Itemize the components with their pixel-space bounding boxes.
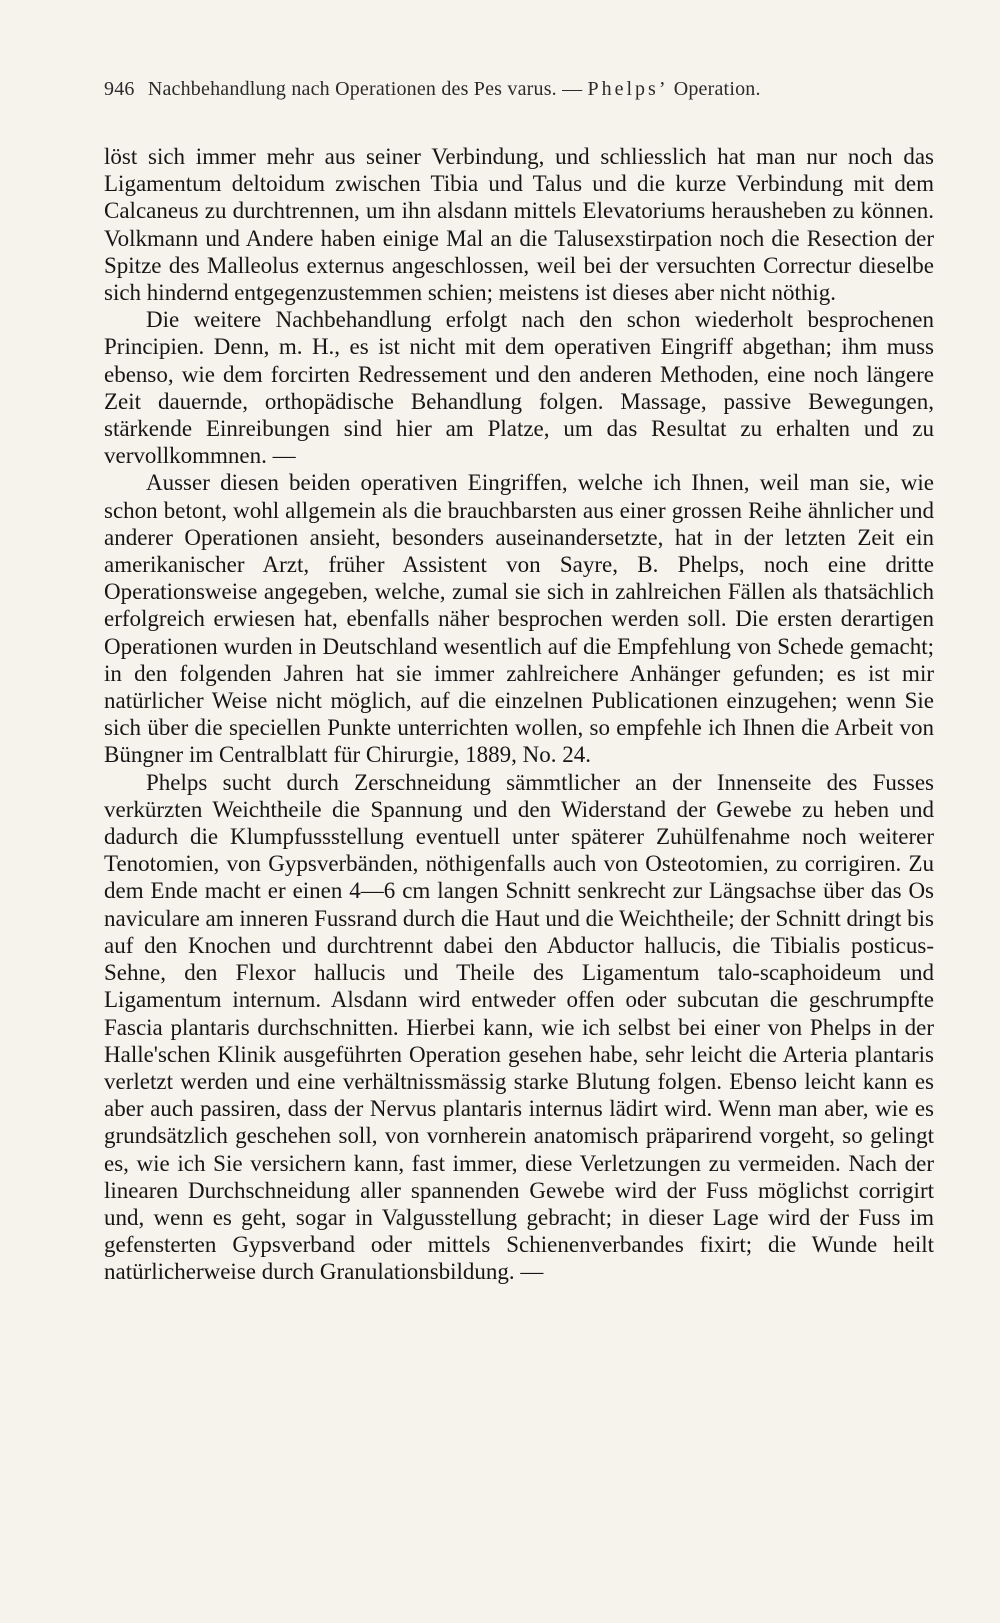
page-number: 946: [104, 78, 135, 100]
paragraph-4: Phelps sucht durch Zerschneidung sämmtlicher an der Innenseite des Fusses verkürzten Weichtheile die Spannung und den Widerstand der Gewebe zu heben und dadurch die Klumpfussstellung eventuell unter späterer Zuhülfenahme noch weiterer Tenotomien, von Gypsverbänden, nöthigenfalls auch von Osteotomien, zu corrigiren. Zu dem Ende macht er einen 4—6 cm langen Schnitt senkrecht zur Längsachse über das Os naviculare am inneren Fussrand durch die Haut und die Weichtheile; der Schnitt dringt bis auf den Knochen und durchtrennt dabei den Abductor hallucis, die Tibialis posticus-Sehne, den Flexor hallucis und Theile des Ligamentum talo-scaphoideum und Ligamentum internum. Alsdann wird entweder offen oder subcutan die geschrumpfte Fascia plantaris durchschnitten. Hierbei kann, wie ich selbst bei einer von Phelps in der Halle'schen Klinik ausgeführten Operation gesehen habe, sehr leicht die Arteria plantaris verletzt werden und eine verhältnissmässig starke Blutung folgen. Ebenso leicht kann es aber auch passiren, dass der Nervus plantaris internus lädirt wird. Wenn man aber, wie es grundsätzlich geschehen soll, von vornherein anatomisch präparirend vorgeht, so gelingt es, wie ich Sie versichern kann, fast immer, diese Verletzungen zu vermeiden. Nach der linearen Durchschneidung aller spannenden Gewebe wird der Fuss möglichst corrigirt und, wenn es geht, sogar in Valgusstellung gebracht; in dieser Lage wird der Fuss im gefensterten Gypsverband oder mittels Schienenverbandes fixirt; die Wunde heilt natürlicherweise durch Granulationsbildung. —: [104, 769, 934, 1285]
header-title-right: Operation.: [673, 78, 761, 100]
running-header: [104, 78, 934, 101]
paragraph-1: löst sich immer mehr aus seiner Verbindung, und schliesslich hat man nur noch das Ligamentum deltoidum zwischen Tibia und Talus und die kurze Verbindung mit dem Calcaneus zu durchtrennen, um ihn alsdann mittels Elevatoriums herausheben zu können. Volkmann und Andere haben einige Mal an die Talusexstirpation noch die Resection der Spitze des Malleolus externus angeschlossen, weil bei der versuchten Correctur dieselbe sich hindernd entgegenzustemmen schien; meistens ist dieses aber nicht nöthig.: [104, 144, 934, 306]
paragraph-2: Die weitere Nachbehandlung erfolgt nach den schon wiederholt besprochenen Principien. Denn, m. H., es ist nicht mit dem operativen Eingriff abgethan; ihm muss ebenso, wie dem forcirten Redressement und den anderen Methoden, eine noch längere Zeit dauernde, orthopädische Behandlung folgen. Massage, passive Bewegungen, stärkende Einreibungen sind hier am Platze, um das Resultat zu erhalten und zu vervollkommnen. —: [104, 307, 934, 469]
body-text: [104, 143, 934, 1286]
header-title-left: Nachbehandlung nach Operationen des Pes varus. —: [147, 78, 583, 100]
paragraph-3: Ausser diesen beiden operativen Eingriffen, welche ich Ihnen, weil man sie, wie schon betont, wohl allgemein als die brauchbarsten aus einer grossen Reihe ähnlicher und anderer Operationen ansieht, besonders auseinandersetzte, hat in der letzten Zeit ein amerikanischer Arzt, früher Assistent von Sayre, B. Phelps, noch eine dritte Operationsweise angegeben, welche, zumal sie sich in zahlreichen Fällen als thatsächlich erfolgreich erwiesen hat, ebenfalls näher besprochen werden soll. Die ersten derartigen Operationen wurden in Deutschland wesentlich auf die Empfehlung von Schede gemacht; in den folgenden Jahren hat sie immer zahlreichere Anhänger gefunden; es ist mir natürlicher Weise nicht möglich, auf die einzelnen Publicationen einzugehen; wenn Sie sich über die speciellen Punkte unterrichten wollen, so empfehle ich Ihnen die Arbeit von Büngner im Centralblatt für Chirurgie, 1889, No. 24.: [104, 470, 934, 768]
header-title-name: Phelps’: [587, 78, 669, 100]
